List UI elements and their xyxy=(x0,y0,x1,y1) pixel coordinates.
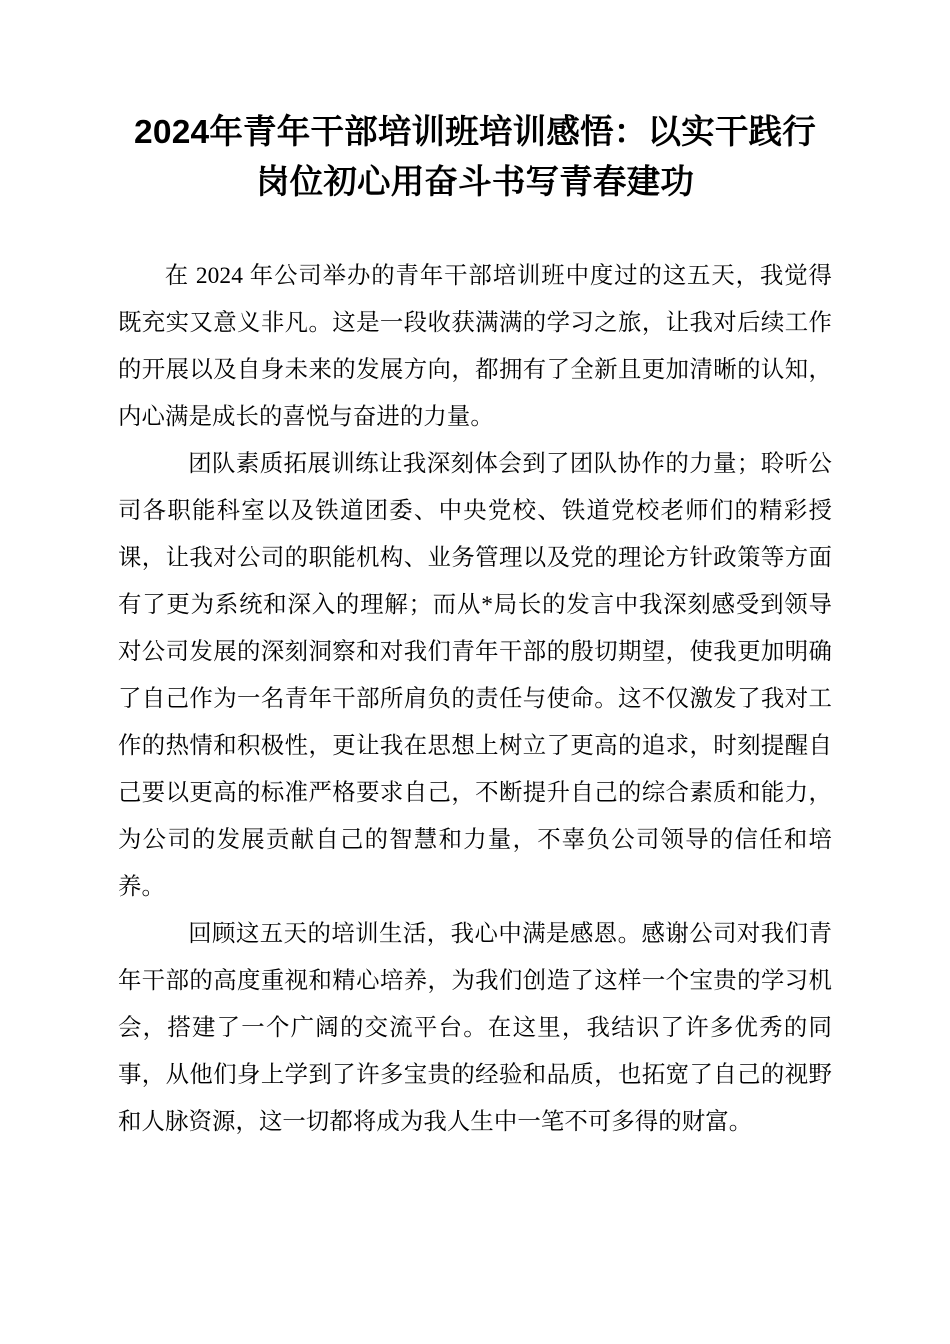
page-title: 2024年青年干部培训班培训感悟：以实干践行岗位初心用奋斗书写青春建功 xyxy=(134,114,816,201)
paragraph-2: 团队素质拓展训练让我深刻体会到了团队协作的力量；聆听公司各职能科室以及铁道团委、中央党校、铁道党校老师们的精彩授课，让我对公司的职能机构、业务管理以及党的理论方针政策等方面有了更为系统和深入的理解；而从*局长的发言中我深刻感受到领导对公司发展的深刻洞察和对我们青年干部的殷切期望，使我更加明确了自己作为一名青年干部所肩负的责任与使命。这不仅激发了我对工作的热情和积极性，更让我在思想上树立了更高的追求，时刻提醒自己要以更高的标准严格要求自己，不断提升自己的综合素质和能力，为公司的发展贡献自己的智慧和力量，不辜负公司领导的信任和培养。 xyxy=(118,451,832,901)
paragraph-1: 在 2024 年公司举办的青年干部培训班中度过的这五天，我觉得既充实又意义非凡。这是一段收获满满的学习之旅，让我对后续工作的开展以及自身未来的发展方向，都拥有了全新且更加清晰的认知，内心满是成长的喜悦与奋进的力量。 xyxy=(118,263,832,431)
paragraph-3: 回顾这五天的培训生活，我心中满是感恩。感谢公司对我们青年干部的高度重视和精心培养，为我们创造了这样一个宝贵的学习机会，搭建了一个广阔的交流平台。在这里，我结识了许多优秀的同事，从他们身上学到了许多宝贵的经验和品质，也拓宽了自己的视野和人脉资源，这一切都将成为我人生中一笔不可多得的财富。 xyxy=(118,921,832,1136)
